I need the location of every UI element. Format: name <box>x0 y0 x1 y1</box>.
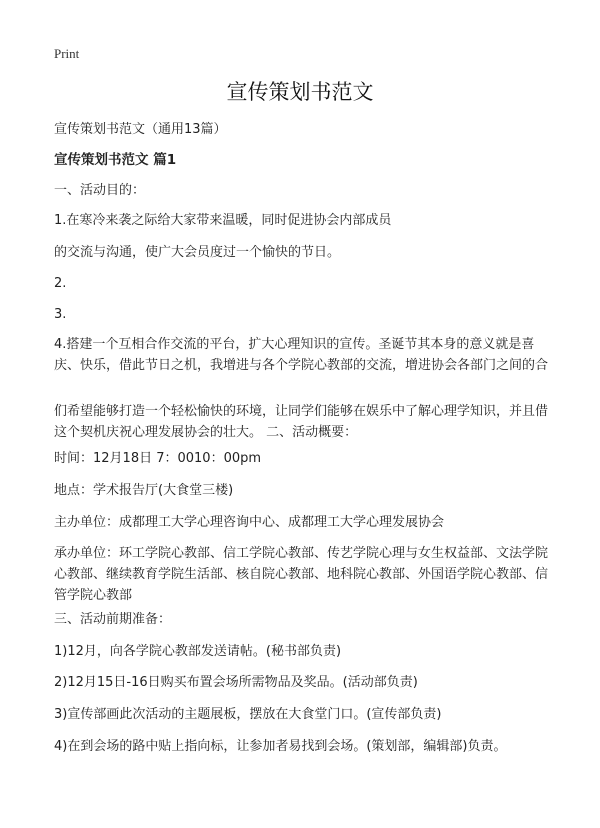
paragraph-co-organizer: 承办单位：环工学院心教部、信工学院心教部、传艺学院心理与女生权益部、文法学院心教部、继续教育学院生活部、核自院心教部、地科院心教部、外国语学院心教部、信管学院心教部 <box>54 546 549 603</box>
paragraph: 2. <box>54 276 67 291</box>
section-heading-preparation: 三、活动前期准备： <box>54 612 172 627</box>
paragraph-location: 地点：学术报告厅(大食堂三楼) <box>54 483 234 498</box>
paragraph: 的交流与沟通，使广大会员度过一个愉快的节日。 <box>54 245 341 260</box>
paragraph: 1)12月，向各学院心教部发送请帖。(秘书部负责) <box>54 644 342 659</box>
paragraph: 们希望能够打造一个轻松愉快的环境，让同学们能够在娱乐中了解心理学知识，并且借这个契机庆祝心理发展协会的壮大。 二、活动概要： <box>54 404 549 440</box>
section-heading-purpose: 一、活动目的： <box>54 183 146 198</box>
article-heading: 宣传策划书范文 篇1 <box>54 152 177 168</box>
paragraph: 3)宣传部画此次活动的主题展板，摆放在大食堂门口。(宣传部负责) <box>54 707 442 722</box>
paragraph: 1.在寒冷来袭之际给大家带来温暖，同时促进协会内部成员 <box>54 213 392 228</box>
document-subtitle: 宣传策划书范文（通用13篇） <box>54 122 227 137</box>
paragraph: 4)在到会场的路中贴上指向标，让参加者易找到会场。(策划部，编辑部)负责。 <box>54 739 507 754</box>
paragraph: 2)12月15日-16日购买布置会场所需物品及奖品。(活动部负责) <box>54 675 418 690</box>
paragraph: 4.搭建一个互相合作交流的平台，扩大心理知识的宣传。圣诞节其本身的意义就是喜庆、快乐，借此节日之机，我增进与各个学院心教部的交流，增进协会各部门之间的合 <box>54 337 549 373</box>
page-title: 宣传策划书范文 <box>226 80 374 104</box>
paragraph: 3. <box>54 307 67 322</box>
print-link[interactable]: Print <box>54 46 80 61</box>
paragraph-organizer: 主办单位：成都理工大学心理咨询中心、成都理工大学心理发展协会 <box>54 515 445 530</box>
paragraph-time: 时间：12月18日 7：0010：00pm <box>54 451 262 466</box>
